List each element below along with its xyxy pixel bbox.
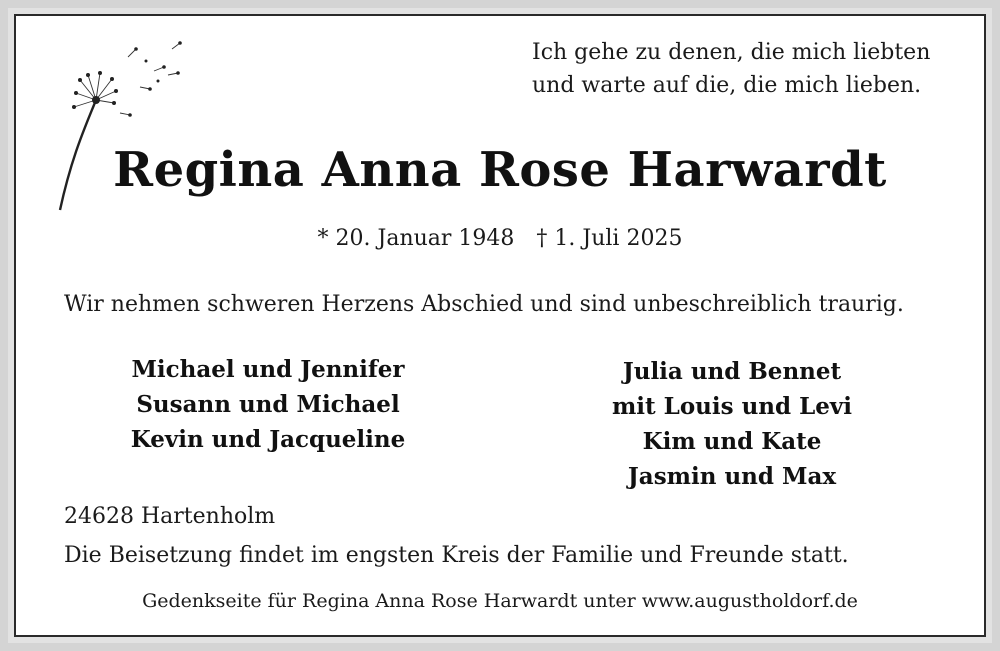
funeral-note: Die Beisetzung findet im engsten Kreis der Familie und Freunde statt. [64, 543, 849, 568]
deceased-name: Regina Anna Rose Harwardt [113, 142, 887, 198]
mourner-line: mit Louis und Levi [611, 393, 853, 420]
motto-line-1: Ich gehe zu denen, die mich liebten [532, 40, 931, 65]
farewell-text: Wir nehmen schweren Herzens Abschied und sind unbeschreiblich traurig. [64, 292, 904, 317]
place-line: 24628 Hartenholm [64, 504, 276, 529]
birth-date: * 20. Januar 1948 [317, 226, 515, 251]
mourners-left [118, 352, 418, 457]
memorial-page-line: Gedenkseite für Regina Anna Rose Harwardt unter www.augustholdorf.de [142, 590, 858, 612]
mourner-line: Susann und Michael [136, 391, 400, 418]
mourner-line: Kevin und Jacqueline [130, 426, 406, 453]
death-date: † 1. Juli 2025 [536, 226, 683, 251]
motto-quote [532, 36, 952, 102]
mourner-line: Michael und Jennifer [131, 356, 405, 383]
mourners-right [582, 354, 882, 494]
mourner-line: Jasmin und Max [627, 463, 837, 490]
mourner-line: Julia und Bennet [622, 358, 842, 385]
motto-line-2: und warte auf die, die mich lieben. [532, 73, 922, 98]
life-dates [0, 226, 1000, 251]
mourner-line: Kim und Kate [642, 428, 822, 455]
